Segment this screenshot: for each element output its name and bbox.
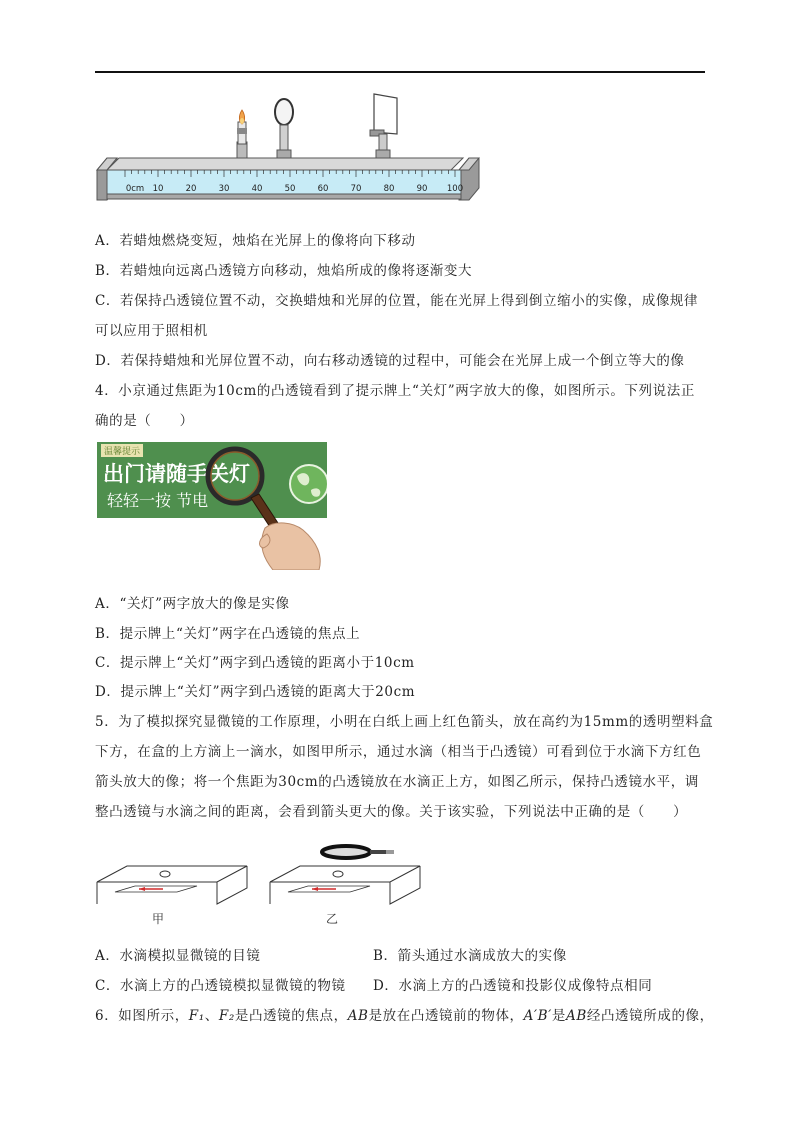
bench-tick-label: 0cm [125,184,145,194]
bench-tick-label: 70 [350,184,362,194]
q6-image-apbp: A′B′ [523,1008,552,1024]
q6-focus-f2: F₂ [218,1008,235,1024]
q4-option-b: B．提示牌上“关灯”两字在凸透镜的焦点上 [95,626,361,642]
magnifier-hand-image [97,442,327,570]
q3-option-c-line1: C．若保持凸透镜位置不动，交换蜡烛和光屏的位置，能在光屏上得到倒立缩小的实像，成像规律 [95,293,699,309]
bench-tick-label: 60 [317,184,329,194]
q5-stem-line4: 整凸透镜与水滴之间的距离，会看到箭头更大的像。关于该实验，下列说法中正确的是（ ） [95,804,688,820]
q3-option-a: A．若蜡烛燃烧变短，烛焰在光屏上的像将向下移动 [95,233,416,249]
q6-focus-f1: F₁ [188,1008,205,1024]
q6-prefix: 6．如图所示， [95,1008,189,1024]
q5-stem-line2: 下方，在盒的上方滴上一滴水，如图甲所示，通过水滴（相当于凸透镜）可看到位于水滴下方红色 [95,744,702,760]
q6-tail: 经凸透镜所成的像， [586,1008,714,1024]
q6-object-ab: AB [347,1008,369,1024]
q5-stem-line3: 箭头放大的像；将一个焦距为30cm的凸透镜放在水滴正上方，如图乙所示，保持凸透镜水平，调 [95,774,699,790]
optical-bench-figure [93,92,485,216]
q3-option-b: B．若蜡烛向远离凸透镜方向移动，烛焰所成的像将逐渐变大 [95,263,473,279]
q4-stem-line1: 4．小京通过焦距为10cm的凸透镜看到了提示牌上“关灯”两字放大的像，如图所示。下列说法正 [95,383,695,399]
bench-tick-label: 80 [383,184,395,194]
q6-object-ab-2: AB [565,1008,587,1024]
bench-tick-label: 50 [284,184,296,194]
box-figure-jia [95,862,255,920]
bench-tick-label: 100 [446,184,464,194]
figure-label-jia: 甲 [152,912,165,926]
q5-option-a: A．水滴模拟显微镜的目镜 [95,948,261,964]
poster-line2: 轻轻一按 节电 [107,491,209,510]
q5-stem-line1: 5．为了模拟探究显微镜的工作原理，小明在白纸上画上红色箭头，放在高约为15mm的透明塑料盒 [95,714,714,730]
q6-text-1: 是凸透镜的焦点， [234,1008,348,1024]
q6-text-3: 是 [551,1008,566,1024]
poster-line1: 出门请随手关灯 [103,462,250,486]
bench-tick-label: 30 [218,184,230,194]
header-rule [95,71,705,73]
box-figure-yi [268,838,428,920]
poster-figure [97,442,327,570]
bench-tick-label: 90 [416,184,428,194]
q6-text-2: 是放在凸透镜前的物体， [368,1008,524,1024]
bench-tick-label: 20 [185,184,197,194]
q3-option-c-line2: 可以应用于照相机 [95,323,208,339]
q5-option-d: D．水滴上方的凸透镜和投影仪成像特点相同 [373,978,653,994]
q3-option-d: D．若保持蜡烛和光屏位置不动，向右移动透镜的过程中，可能会在光屏上成一个倒立等大的像 [95,353,685,369]
q5-option-b: B．箭头通过水滴成放大的实像 [373,948,567,964]
bench-tick-label: 10 [152,184,164,194]
q4-option-a: A．“关灯”两字放大的像是实像 [95,596,290,612]
figure-label-yi: 乙 [326,912,339,926]
q6-sep: 、 [204,1008,219,1024]
q6-stem-line1 [95,1006,714,1026]
q4-option-c: C．提示牌上“关灯”两字到凸透镜的距离小于10cm [95,655,415,671]
bench-tick-label: 40 [251,184,263,194]
q5-option-c: C．水滴上方的凸透镜模拟显微镜的物镜 [95,978,346,994]
q4-option-d: D．提示牌上“关灯”两字到凸透镜的距离大于20cm [95,684,416,700]
q4-stem-line2: 确的是（ ） [95,413,194,429]
poster-badge: 温馨提示 [101,444,143,457]
